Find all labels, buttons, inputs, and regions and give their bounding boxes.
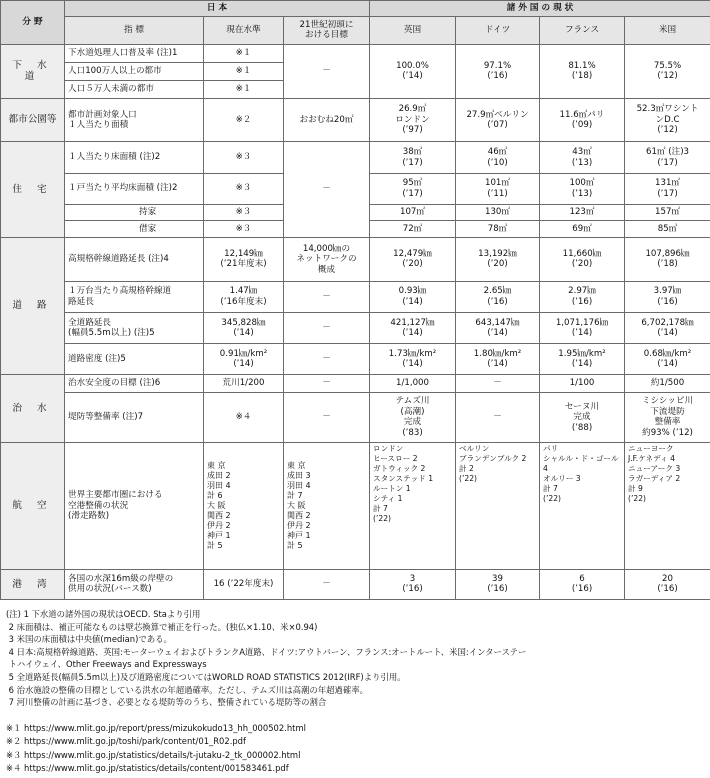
port-uk: 3 (’16) <box>370 569 456 599</box>
road-row-target: － <box>284 281 370 312</box>
footnotes: (注) 1 下水道の諸外国の現状はOECD. Staより引用 2 床面積は、補正可能なものは壁芯換算で補正を行った。(独仏×1.10、米×0.94) 3 米国の床面積は中央値(median)である。 4 日本:高規格幹線道路、英国:モーターウェイおよびトランクA道路、ドイツ:アウトバーン、フランス:オートルート、米国:インターステー トハイウェイ、Other Freeways and Expressways 5 全道路延長(幅員5.5m以上)及び道路密度についてはWORLD ROAD STATISTICS 2012(IRF)より引用。 6 治水施設の整備の目標としている洪水の年超過確率。ただし、テムズ川は高潮の年超過確率。 7 河川整備の計画に基づき、必要となる堤防等のうち、整備されている堤防等の割合 <box>6 609 527 708</box>
aviation-target: 東 京 成田 3 羽田 4 計 7 大 阪 関西 2 伊丹 2 神戸 1 計 5 <box>284 442 370 569</box>
road-fr: 2.97㎞ (’16) <box>540 281 625 312</box>
header-de: ドイツ <box>456 16 540 44</box>
road-row-target: － <box>284 344 370 375</box>
flood-row-label: 治水安全度の目標 (注)6 <box>65 375 204 393</box>
road-de: 1.80㎞/km² (’14) <box>456 344 540 375</box>
flood-row-target: － <box>284 392 370 442</box>
header-indicator: 指 標 <box>65 16 204 44</box>
housing-row-label: １戸当たり平均床面積 (注)2 <box>65 173 204 204</box>
sewage-target: － <box>284 44 370 98</box>
category-housing: 住 宅 <box>1 142 65 238</box>
road-row-label: 高規格幹線道路延長 (注)4 <box>65 238 204 282</box>
road-row-label: 道路密度 (注)5 <box>65 344 204 375</box>
flood-row-target: － <box>284 375 370 393</box>
sewage-row-value: ※１ <box>204 63 284 81</box>
park-de: 27.9㎡ベルリン (’07) <box>456 98 540 142</box>
park-value: ※２ <box>204 98 284 142</box>
sewage-de: 97.1% (’16) <box>456 44 540 98</box>
park-us: 52.3㎡ワシント ンD.C (’12) <box>625 98 710 142</box>
road-row-value: 345,828㎞ (’14) <box>204 312 284 343</box>
housing-row-label: １人当たり床面積 (注)2 <box>65 142 204 173</box>
housing-us: 157㎡ <box>625 204 710 221</box>
header-bunya: 分 野 <box>1 1 65 45</box>
aviation-de: ベルリン ブランデンブルク 2 計 2 (’22) <box>456 442 540 569</box>
port-de: 39 (’16) <box>456 569 540 599</box>
header-fr: フランス <box>540 16 625 44</box>
flood-uk: テムズ川 (高潮) 完成 (’83) <box>370 392 456 442</box>
aviation-label: 世界主要都市圏における 空港整備の状況 (滑走路数) <box>65 442 204 569</box>
park-fr: 11.6㎡パリ (’09) <box>540 98 625 142</box>
housing-row-label: 借家 <box>65 221 204 238</box>
port-label: 各国の水深16m級の岸壁の 供用の状況(バース数) <box>65 569 204 599</box>
housing-us: 85㎡ <box>625 221 710 238</box>
flood-row-value: ※４ <box>204 392 284 442</box>
flood-row-value: 荒川1/200 <box>204 375 284 393</box>
header-uk: 英国 <box>370 16 456 44</box>
category-park: 都市公園等 <box>1 98 65 142</box>
sewage-row-label: 人口100万人以上の都市 <box>65 63 204 81</box>
source-list: ※１ https://www.mlit.go.jp/report/press/mizukokudo13_hh_000502.html ※２ https://www.mlit.go.jp/toshi/park/content/01_R02.pdf ※３ https://www.mlit.go.jp/statistics/details/t-jutaku-2_tk_000002.html ※４ https://www.mlit.go.jp/statistics/details/content/001583461.pdf <box>6 723 306 774</box>
road-uk: 12,479㎞ (’20) <box>370 238 456 282</box>
road-row-value: 1.47㎞ (’16年度末) <box>204 281 284 312</box>
housing-row-value: ※３ <box>204 204 284 221</box>
road-uk: 0.93㎞ (’14) <box>370 281 456 312</box>
road-row-target: － <box>284 312 370 343</box>
road-fr: 1,071,176㎞ (’14) <box>540 312 625 343</box>
road-fr: 1.95㎞/km² (’14) <box>540 344 625 375</box>
sewage-us: 75.5% (’12) <box>625 44 710 98</box>
header-foreign: 諸 外 国 の 現 状 <box>370 1 710 17</box>
flood-uk: 1/1,000 <box>370 375 456 393</box>
road-row-target: 14,000㎞の ネットワークの 概成 <box>284 238 370 282</box>
flood-fr: 1/100 <box>540 375 625 393</box>
category-sewage: 下 水 道 <box>1 44 65 98</box>
housing-target: － <box>284 142 370 238</box>
flood-us: ミシシッピ川 下流堤防 整備率 約93% (’12) <box>625 392 710 442</box>
category-flood: 治 水 <box>1 375 65 443</box>
housing-us: 131㎡ (’17) <box>625 173 710 204</box>
flood-us: 約1/500 <box>625 375 710 393</box>
flood-de: － <box>456 375 540 393</box>
category-port: 港 湾 <box>1 569 65 599</box>
housing-us: 61㎡ (注)3 (’17) <box>625 142 710 173</box>
road-fr: 11,660㎞ (’20) <box>540 238 625 282</box>
header-us: 米国 <box>625 16 710 44</box>
category-aviation: 航 空 <box>1 442 65 569</box>
housing-fr: 69㎡ <box>540 221 625 238</box>
port-us: 20 (’16) <box>625 569 710 599</box>
housing-uk: 38㎡ (’17) <box>370 142 456 173</box>
housing-row-label: 持家 <box>65 204 204 221</box>
housing-de: 130㎡ <box>456 204 540 221</box>
park-label: 都市計画対象人口 １人当たり面積 <box>65 98 204 142</box>
header-current: 現在水準 <box>204 16 284 44</box>
road-row-value: 0.91㎞/km² (’14) <box>204 344 284 375</box>
housing-fr: 123㎡ <box>540 204 625 221</box>
road-us: 6,702,178㎞ (’14) <box>625 312 710 343</box>
road-uk: 1.73㎞/km² (’14) <box>370 344 456 375</box>
road-de: 2.65㎞ (’16) <box>456 281 540 312</box>
housing-uk: 95㎡ (’17) <box>370 173 456 204</box>
port-target: － <box>284 569 370 599</box>
category-road: 道 路 <box>1 238 65 375</box>
road-uk: 421,127㎞ (’14) <box>370 312 456 343</box>
sewage-uk: 100.0% (’14) <box>370 44 456 98</box>
road-de: 643,147㎞ (’14) <box>456 312 540 343</box>
header-target: 21世紀初頭に おける目標 <box>284 16 370 44</box>
sewage-row-value: ※１ <box>204 44 284 63</box>
housing-uk: 107㎡ <box>370 204 456 221</box>
sewage-fr: 81.1% (’18) <box>540 44 625 98</box>
sewage-row-label: 人口５万人未満の都市 <box>65 81 204 99</box>
header-japan: 日 本 <box>65 1 370 17</box>
housing-row-value: ※３ <box>204 142 284 173</box>
aviation-current: 東 京 成田 2 羽田 4 計 6 大 阪 関西 2 伊丹 2 神戸 1 計 5 <box>204 442 284 569</box>
flood-de: － <box>456 392 540 442</box>
park-target: おおむね20㎡ <box>284 98 370 142</box>
housing-de: 78㎡ <box>456 221 540 238</box>
road-row-value: 12,149㎞ (’21年度末) <box>204 238 284 282</box>
housing-fr: 43㎡ (’13) <box>540 142 625 173</box>
housing-row-value: ※３ <box>204 173 284 204</box>
road-us: 3.97㎞ (’16) <box>625 281 710 312</box>
road-row-label: １万台当たり高規格幹線道 路延長 <box>65 281 204 312</box>
sewage-row-value: ※１ <box>204 81 284 99</box>
aviation-fr: パリ シャルル・ド・ゴール 4 オルリー 3 計 7 (’22) <box>540 442 625 569</box>
housing-row-value: ※３ <box>204 221 284 238</box>
port-fr: 6 (’16) <box>540 569 625 599</box>
port-value: 16 (’22年度末) <box>204 569 284 599</box>
housing-uk: 72㎡ <box>370 221 456 238</box>
road-de: 13,192㎞ (’20) <box>456 238 540 282</box>
road-us: 0.68㎞/km² (’14) <box>625 344 710 375</box>
park-uk: 26.9㎡ ロンドン (’97) <box>370 98 456 142</box>
flood-row-label: 堤防等整備率 (注)7 <box>65 392 204 442</box>
flood-fr: セーヌ川 完成 (’88) <box>540 392 625 442</box>
road-row-label: 全道路延長 (幅員5.5m以上) (注)5 <box>65 312 204 343</box>
aviation-uk: ロンドン ヒースロー 2 ガトウィック 2 スタンステッド 1 ルートン 1 シティ 1 計 7 (’22) <box>370 442 456 569</box>
housing-fr: 100㎡ (’13) <box>540 173 625 204</box>
housing-de: 101㎡ (’11) <box>456 173 540 204</box>
housing-de: 46㎡ (’10) <box>456 142 540 173</box>
aviation-us: ニューヨーク J.F.ケネディ 4 ニューアーク 3 ラガーディア 2 計 9 (’22) <box>625 442 710 569</box>
sewage-row-label: 下水道処理人口普及率 (注)1 <box>65 44 204 63</box>
road-us: 107,896㎞ (’18) <box>625 238 710 282</box>
